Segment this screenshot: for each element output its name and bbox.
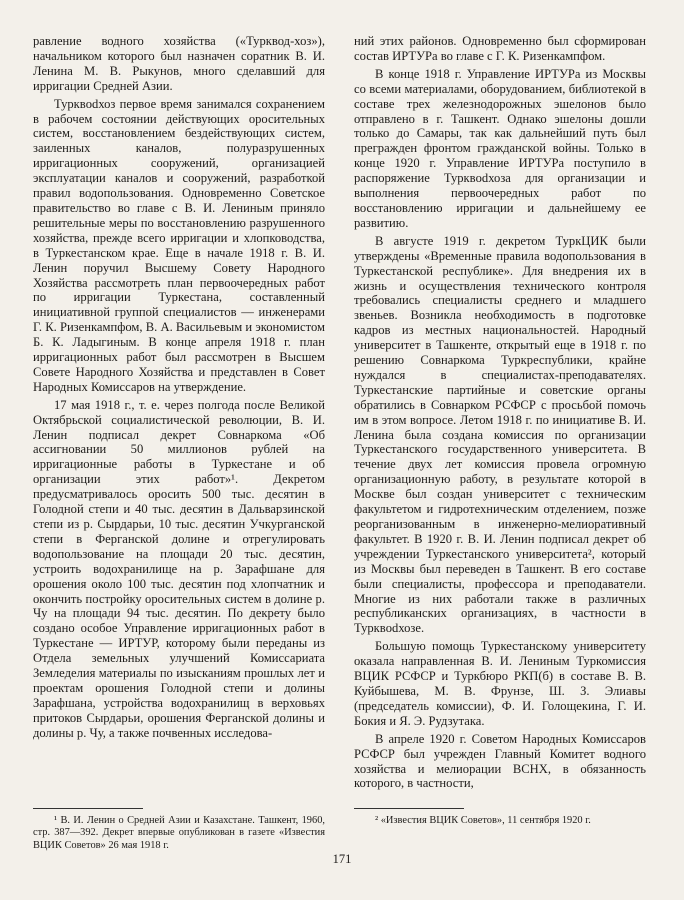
paragraph: Турквodхоз первое время занимался сохранением в рабочем состоянии действующих оросительных систем, восстановлением бездействующих систем, заиленных каналов, полуразрушенных ирригационных сооружений, организацией эксплуатации каналов и сооружений, разработкой правил водопользования. Одновременно Советское правительство во главе с В. И. Лениным приняло решительные меры по восстановлению разрушенного хозяйства, прежде всего ирригации и хлопководства, в Туркестанском крае. Еще в начале 1918 г. В. И. Ленин поручил Высшему Совету Народного Хозяйства рассмотреть план первоочередных работ по ирригации Туркестана, составленный инициативной группой специалистов — инженерами Г. К. Ризенкампфом, В. А. Васильевым и экономистом Б. К. Ладыгиным. В конце апреля 1918 г. план ирригационных работ был рассмотрен в Высшем Совете Народного Хозяйства и представлен в Совет Народных Комиссаров на утверждение.	[33, 96, 325, 394]
footnote-rule	[354, 808, 464, 809]
footnote-area-left	[33, 808, 325, 852]
paragraph: В апреле 1920 г. Советом Народных Комиссаров РСФСР был учрежден Главный Комитет водного хозяйства и мелиорации ВСНХ, в обязанность которого, в частности,	[354, 731, 646, 791]
paragraph: В августе 1919 г. декретом ТуркЦИК были утверждены «Временные правила водопользования в Туркестанской республике». Для внедрения их в жизнь и осуществления технического контроля требовались специалисты среднего и младшего звеньев. Возникла необходимость в подготовке кадров из местных национальностей. Народный университет в Ташкенте, открытый еще в 1918 г. по решению Совнаркома Туркреспублики, крайне нуждался в специалистах-преподавателях. Туркестанские партийные и советские органы обратились в Совнарком РСФСР с просьбой помочь им в этом вопросе. Летом 1918 г. по инициативе В. И. Ленина была создана комиссия по организации Туркестанского государственного университета. В течение двух лет комиссия провела огромную организационную работу, в результате которой в Москве был создан университет с техническим факультетом и гидротехническим отделением, позже реорганизованным в инженерно-мелиоративный факультет. В 1920 г. В. И. Ленин подписал декрет об учреждении Туркестанского университета², который из Москвы был переведен в Ташкент. В его составе были специалисты, профессора и преподаватели. Многие из них работали также в различных республиканских организациях, в частности в Турквodхозе.	[354, 233, 646, 636]
paragraph: В конце 1918 г. Управление ИРТУРа из Москвы со всеми материалами, оборудованием, библиотекой в составе трех железнодорожных эшелонов было отправлено в г. Ташкент. Однако эшелоны дошли только до Самары, так как дальнейший путь был прегражден фронтом гражданской войны. Только в конце 1920 г. Управление ИРТУРа поступило в распоряжение Турквodхоза для организации и выполнения первоочередных работ по восстановлению ирригации и дальнейшему ее развитию.	[354, 66, 646, 230]
page-number: 171	[332, 852, 352, 866]
footnote-2: ² «Известия ВЦИК Советов», 11 сентября 1920 г.	[375, 815, 591, 826]
left-column	[33, 34, 325, 741]
paragraph: 17 мая 1918 г., т. е. через полгода после Великой Октябрьской социалистической революции, В. И. Ленин подписал декрет Совнаркома «Об ассигновании 50 миллионов рублей на ирригационные работы в Туркестане и об организации этих работ»¹. Декретом предусматривалось оросить 500 тыс. десятин в Голодной степи и 40 тыс. десятин в Дальварзинской степи из р. Сырдарьи, 10 тыс. десятин Учкурганской степи в Ферганской долине и отрегулировать водопользование на площади 20 тыс. десятин, устроить водохранилище на р. Зарафшане для орошения около 100 тыс. десятин под хлопчатник и окончить постройку оросительных систем в долине р. Чу на площади 94 тыс. десятин. По декрету было создано особое Управление ирригационных работ в Туркестане — ИРТУР, которому были переданы из Отдела земельных улучшений Комиссариата Земледелия материалы по изысканиям прошлых лет и проектам орошения Голодной степи и долины Зарафшана, устройства водохранилищ в верховьях притоков Сырдарьи, орошения Ферганской долины и долины р. Чу, а также почвенных исследова-	[33, 397, 325, 740]
footnote-rule	[33, 808, 143, 809]
right-column	[354, 34, 646, 791]
paragraph: равление водного хозяйства («Турквод-хоз»), начальником которого был назначен соратник В. И. Ленина М. В. Рыкунов, много сделавший для ирригации Средней Азии.	[33, 34, 325, 93]
paragraph: ний этих районов. Одновременно был сформирован состав ИРТУРа во главе с Г. К. Ризенкампфом.	[354, 34, 646, 63]
footnote-1: ¹ В. И. Ленин о Средней Азии и Казахстане. Ташкент, 1960, стр. 387—392. Декрет впервые опубликован в газете «Известия ВЦИК Советов» 26 мая 1918 г.	[33, 815, 325, 851]
paragraph: Большую помощь Туркестанскому университету оказала направленная В. И. Лениным Туркомиссия ВЦИК РСФСР и Туркбюро РКП(б) в составе В. В. Куйбышева, М. В. Фрунзе, Ш. З. Элиавы (председатель комиссии), Ф. И. Голощекина, Г. И. Бокия и Я. Э. Рудзутака.	[354, 639, 646, 728]
footnote-area-right	[354, 808, 646, 827]
